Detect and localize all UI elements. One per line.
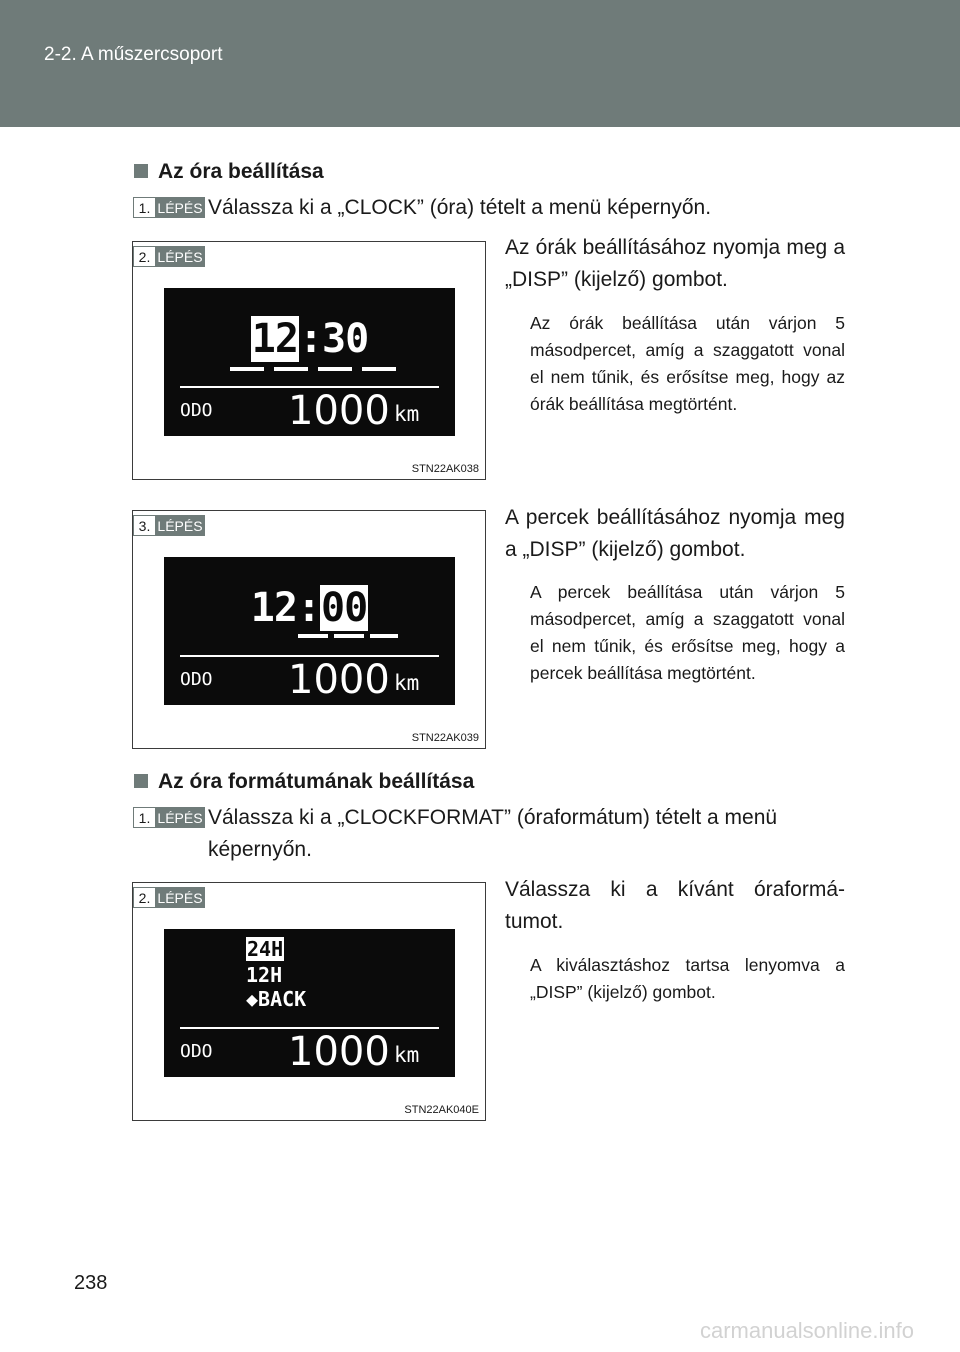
step-number: 2. — [133, 246, 155, 267]
clock-minute: 30 — [322, 316, 369, 362]
clock-readout — [164, 585, 455, 631]
watermark: carmanualsonline.info — [699, 1318, 914, 1343]
odo-value: 1000 — [288, 388, 390, 434]
step-number: 1. — [133, 197, 155, 218]
square-bullet-icon — [134, 774, 148, 788]
dashed-line-segment — [318, 367, 352, 371]
section-heading-clock-format — [134, 770, 474, 794]
format-option-24h — [246, 937, 284, 961]
clock-separator: : — [296, 585, 321, 631]
step-3-note: A percek beállítása után várjon 5 másodpercet, amíg a szaggatott vonal el nem tűnik, és erősítse meg, hogy a percek beállítása megtörtént. — [530, 582, 845, 683]
step-badge-2 — [133, 887, 205, 908]
section-heading-clock — [134, 160, 324, 184]
odo-value: 1000 — [288, 657, 390, 703]
header-band — [0, 0, 960, 127]
square-bullet-icon — [134, 164, 148, 178]
step-3-main-text: A percek beállításához nyomja meg a „DISP” (kijelző) gombot. — [505, 506, 845, 561]
step-badge-1 — [133, 807, 205, 828]
dashed-line-segment — [334, 634, 364, 638]
step-instruction — [208, 802, 848, 866]
figure-code: STN22AK040E — [404, 1104, 479, 1116]
clock-minute-highlighted: 00 — [321, 585, 368, 631]
step-label: LÉPÉS — [155, 246, 205, 267]
odo-label: ODO — [180, 400, 213, 421]
step-label: LÉPÉS — [155, 887, 205, 908]
chapter-title: 2-2. A műszercsoport — [44, 44, 223, 65]
step-2-note: A kiválasztáshoz tartsa lenyomva a „DISP” (kijelző) gombot. — [530, 955, 845, 1002]
step-badge-3 — [133, 515, 205, 536]
step-2-note: Az órák beállítása után várjon 5 másodpercet, amíg a szaggatott vonal el nem tűnik, és erősítse meg, hogy az órák beállítása megtörtént. — [530, 313, 845, 414]
clock-hour-highlighted: 12 — [251, 316, 298, 362]
dashed-line-segment — [370, 634, 398, 638]
odo-label: ODO — [180, 1041, 213, 1062]
back-arrow-icon: ◆ — [246, 987, 259, 1011]
back-label: BACK — [258, 987, 307, 1011]
dashed-line-segment — [230, 367, 264, 371]
section-heading-text: Az óra beállítása — [158, 160, 324, 183]
display-figure-format — [132, 882, 486, 1121]
step-2-main-text: Válassza ki a kívánt óraformá-tumot. — [505, 878, 845, 933]
clock-readout — [164, 316, 455, 362]
step-number: 3. — [133, 515, 155, 536]
display-figure-minutes — [132, 510, 486, 749]
page-number: 238 — [74, 1272, 108, 1294]
lcd-screen — [164, 557, 455, 705]
odo-unit: km — [394, 671, 420, 695]
dashed-line-segment — [274, 367, 308, 371]
lcd-screen — [164, 288, 455, 436]
step-2-main-text: Az órák beállításához nyomja meg a „DISP” (kijelző) gombot. — [505, 236, 845, 291]
dashed-line-segment — [362, 367, 396, 371]
odo-unit: km — [394, 1043, 420, 1067]
odo-value: 1000 — [288, 1029, 390, 1075]
odo-unit: km — [394, 402, 420, 426]
format-option-selected: 24H — [247, 937, 284, 961]
step-number: 2. — [133, 887, 155, 908]
step-badge-1 — [133, 197, 205, 218]
format-option-12h: 12H — [246, 963, 283, 987]
figure-code: STN22AK038 — [411, 463, 479, 475]
figure-code: STN22AK039 — [411, 732, 479, 744]
step-instruction-line: Válassza ki a „CLOCKFORMAT” (óraformátum) tételt a menü — [208, 806, 778, 829]
step-instruction: Válassza ki a „CLOCK” (óra) tételt a menü képernyőn. — [208, 196, 712, 219]
step-badge-2 — [133, 246, 205, 267]
step-number: 1. — [133, 807, 155, 828]
lcd-screen — [164, 929, 455, 1077]
step-label: LÉPÉS — [155, 197, 205, 218]
step-instruction-line: képernyőn. — [208, 838, 312, 861]
clock-separator: : — [298, 316, 323, 362]
odo-label: ODO — [180, 669, 213, 690]
clock-hour: 12 — [250, 585, 297, 631]
step-label: LÉPÉS — [155, 807, 205, 828]
format-option-back — [246, 987, 306, 1011]
section-heading-text: Az óra formátumának beállítása — [158, 770, 475, 793]
dashed-line-segment — [298, 634, 328, 638]
step-label: LÉPÉS — [155, 515, 205, 536]
display-figure-hours — [132, 241, 486, 480]
